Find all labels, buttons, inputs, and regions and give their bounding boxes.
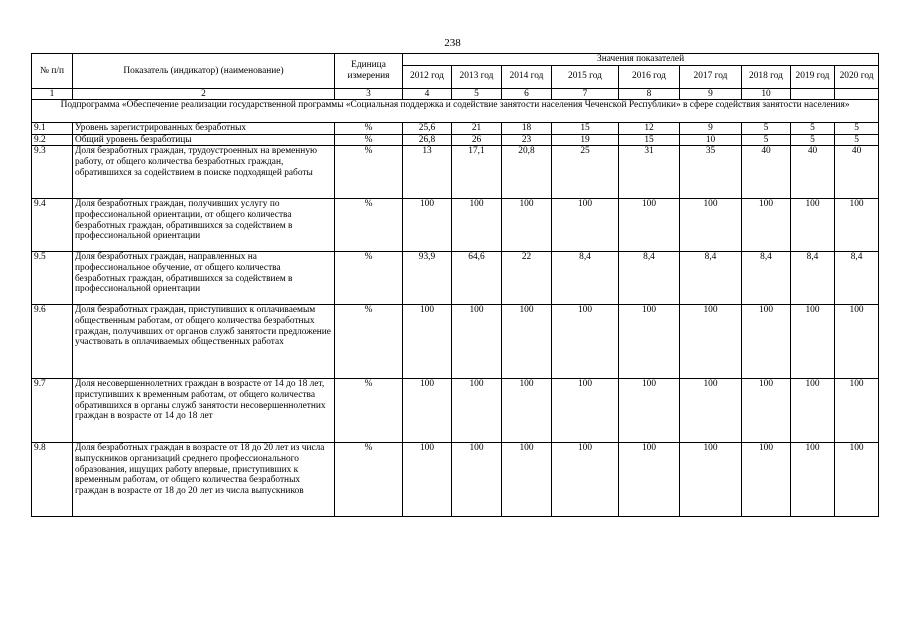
subprogram-title: Подпрограмма «Обеспечение реализации государственной программы «Социальная поддержка и содействие занятости населения Чеченской Республики» в сфере содействия занятости населения» xyxy=(32,100,879,123)
indicator-name: Доля безработных граждан, получивших услугу по профессиональной ориентации, от общего количества безработных граждан, обратившихся за содействием в профессиональной ориентации xyxy=(73,199,335,252)
value-cell: 25,6 xyxy=(403,123,452,135)
column-number: 7 xyxy=(552,88,619,100)
indicator-name: Уровень зарегистрированных безработных xyxy=(73,123,335,135)
table-row xyxy=(32,379,879,443)
value-cell: 9 xyxy=(680,123,742,135)
indicator-name: Доля несовершеннолетних граждан в возрасте от 14 до 18 лет, приступивших к временным работам, от общего количества обратившихся в органы служб занятости несовершеннолетних граждан в возрасте от 14 до 18 лет xyxy=(73,379,335,443)
value-cell: 100 xyxy=(619,379,680,443)
value-cell: 5 xyxy=(742,123,791,135)
table-row xyxy=(32,252,879,305)
value-cell: 100 xyxy=(403,199,452,252)
table-row xyxy=(32,199,879,252)
value-cell: 100 xyxy=(835,199,879,252)
column-number: 2 xyxy=(73,88,335,100)
page-number: 238 xyxy=(444,37,461,49)
value-cell: 100 xyxy=(791,443,835,517)
value-cell: 100 xyxy=(680,443,742,517)
column-number xyxy=(835,88,879,100)
unit-cell: % xyxy=(335,146,403,199)
value-cell: 5 xyxy=(742,134,791,146)
header-year: 2020 год xyxy=(835,65,879,88)
unit-cell: % xyxy=(335,305,403,379)
header-year: 2014 год xyxy=(502,65,552,88)
header-year: 2017 год xyxy=(680,65,742,88)
table-row xyxy=(32,134,879,146)
header-year: 2019 год xyxy=(791,65,835,88)
value-cell: 8,4 xyxy=(680,252,742,305)
value-cell: 10 xyxy=(680,134,742,146)
value-cell: 5 xyxy=(791,123,835,135)
header-year: 2015 год xyxy=(552,65,619,88)
value-cell: 35 xyxy=(680,146,742,199)
column-number: 8 xyxy=(619,88,680,100)
value-cell: 25 xyxy=(552,146,619,199)
value-cell: 100 xyxy=(403,379,452,443)
column-number xyxy=(791,88,835,100)
value-cell: 100 xyxy=(552,199,619,252)
indicator-name: Общий уровень безработицы xyxy=(73,134,335,146)
value-cell: 100 xyxy=(502,305,552,379)
value-cell: 8,4 xyxy=(552,252,619,305)
row-number: 9.7 xyxy=(32,379,73,443)
unit-cell: % xyxy=(335,443,403,517)
value-cell: 100 xyxy=(552,305,619,379)
value-cell: 21 xyxy=(452,123,502,135)
header-row-group xyxy=(32,54,879,66)
value-cell: 100 xyxy=(742,199,791,252)
table-row xyxy=(32,146,879,199)
value-cell: 5 xyxy=(835,134,879,146)
unit-cell: % xyxy=(335,252,403,305)
value-cell: 100 xyxy=(552,443,619,517)
value-cell: 31 xyxy=(619,146,680,199)
value-cell: 20,8 xyxy=(502,146,552,199)
table-row xyxy=(32,443,879,517)
row-number: 9.8 xyxy=(32,443,73,517)
value-cell: 100 xyxy=(502,379,552,443)
value-cell: 100 xyxy=(403,305,452,379)
value-cell: 23 xyxy=(502,134,552,146)
value-cell: 100 xyxy=(742,443,791,517)
indicator-name: Доля безработных граждан, трудоустроенных на временную работу, от общего количества безработных граждан, обратившихся за содействием в поиске подходящей работы xyxy=(73,146,335,199)
row-number: 9.5 xyxy=(32,252,73,305)
value-cell: 100 xyxy=(502,443,552,517)
value-cell: 26 xyxy=(452,134,502,146)
value-cell: 100 xyxy=(403,443,452,517)
value-cell: 100 xyxy=(835,379,879,443)
unit-cell: % xyxy=(335,199,403,252)
value-cell: 100 xyxy=(680,305,742,379)
value-cell: 100 xyxy=(619,305,680,379)
column-number: 1 xyxy=(32,88,73,100)
value-cell: 18 xyxy=(502,123,552,135)
value-cell: 100 xyxy=(680,379,742,443)
indicators-table xyxy=(31,53,879,517)
value-cell: 40 xyxy=(791,146,835,199)
row-number: 9.2 xyxy=(32,134,73,146)
column-number: 6 xyxy=(502,88,552,100)
indicator-name: Доля безработных граждан, направленных на профессиональное обучение, от общего количества безработных граждан, обратившихся за содействием в профессиональной ориентации xyxy=(73,252,335,305)
value-cell: 100 xyxy=(835,305,879,379)
value-cell: 12 xyxy=(619,123,680,135)
value-cell: 100 xyxy=(452,379,502,443)
value-cell: 100 xyxy=(791,199,835,252)
column-numbers-row xyxy=(32,88,879,100)
value-cell: 8,4 xyxy=(619,252,680,305)
value-cell: 100 xyxy=(742,305,791,379)
data-rows xyxy=(32,123,879,517)
value-cell: 15 xyxy=(552,123,619,135)
header-year: 2012 год xyxy=(403,65,452,88)
value-cell: 100 xyxy=(619,443,680,517)
value-cell: 100 xyxy=(452,443,502,517)
header-name: Показатель (индикатор) (наименование) xyxy=(73,54,335,89)
value-cell: 8,4 xyxy=(791,252,835,305)
value-cell: 64,6 xyxy=(452,252,502,305)
value-cell: 22 xyxy=(502,252,552,305)
value-cell: 100 xyxy=(742,379,791,443)
value-cell: 100 xyxy=(791,305,835,379)
header-num: № п/п xyxy=(32,54,73,89)
value-cell: 100 xyxy=(680,199,742,252)
value-cell: 8,4 xyxy=(835,252,879,305)
table-row xyxy=(32,305,879,379)
value-cell: 100 xyxy=(835,443,879,517)
value-cell: 100 xyxy=(452,305,502,379)
column-number: 9 xyxy=(680,88,742,100)
value-cell: 40 xyxy=(835,146,879,199)
row-number: 9.1 xyxy=(32,123,73,135)
column-number: 10 xyxy=(742,88,791,100)
value-cell: 5 xyxy=(791,134,835,146)
value-cell: 5 xyxy=(835,123,879,135)
unit-cell: % xyxy=(335,123,403,135)
table-row xyxy=(32,123,879,135)
column-number: 5 xyxy=(452,88,502,100)
value-cell: 13 xyxy=(403,146,452,199)
value-cell: 100 xyxy=(552,379,619,443)
header-unit: Единица измерения xyxy=(335,54,403,89)
row-number: 9.4 xyxy=(32,199,73,252)
value-cell: 93,9 xyxy=(403,252,452,305)
value-cell: 100 xyxy=(502,199,552,252)
value-cell: 100 xyxy=(791,379,835,443)
unit-cell: % xyxy=(335,134,403,146)
subprogram-row xyxy=(32,100,879,123)
row-number: 9.3 xyxy=(32,146,73,199)
value-cell: 100 xyxy=(619,199,680,252)
value-cell: 8,4 xyxy=(742,252,791,305)
column-number: 3 xyxy=(335,88,403,100)
column-number: 4 xyxy=(403,88,452,100)
row-number: 9.6 xyxy=(32,305,73,379)
unit-cell: % xyxy=(335,379,403,443)
header-year: 2018 год xyxy=(742,65,791,88)
value-cell: 100 xyxy=(452,199,502,252)
value-cell: 15 xyxy=(619,134,680,146)
indicator-name: Доля безработных граждан, приступивших к оплачиваемым общественным работам, от общего количества безработных граждан, получивших от органов служб занятости предложение участвовать в оплачиваемых общественных работах xyxy=(73,305,335,379)
header-values-group: Значения показателей xyxy=(403,54,879,66)
value-cell: 26,8 xyxy=(403,134,452,146)
header-year: 2016 год xyxy=(619,65,680,88)
header-year: 2013 год xyxy=(452,65,502,88)
indicator-name: Доля безработных граждан в возрасте от 18 до 20 лет из числа выпускников организаций среднего профессионального образования, ищущих работу впервые, приступивших к временным работам, от общего количества безработных граждан в возрасте от 18 до 20 лет из числа выпускников xyxy=(73,443,335,517)
value-cell: 40 xyxy=(742,146,791,199)
value-cell: 17,1 xyxy=(452,146,502,199)
value-cell: 19 xyxy=(552,134,619,146)
